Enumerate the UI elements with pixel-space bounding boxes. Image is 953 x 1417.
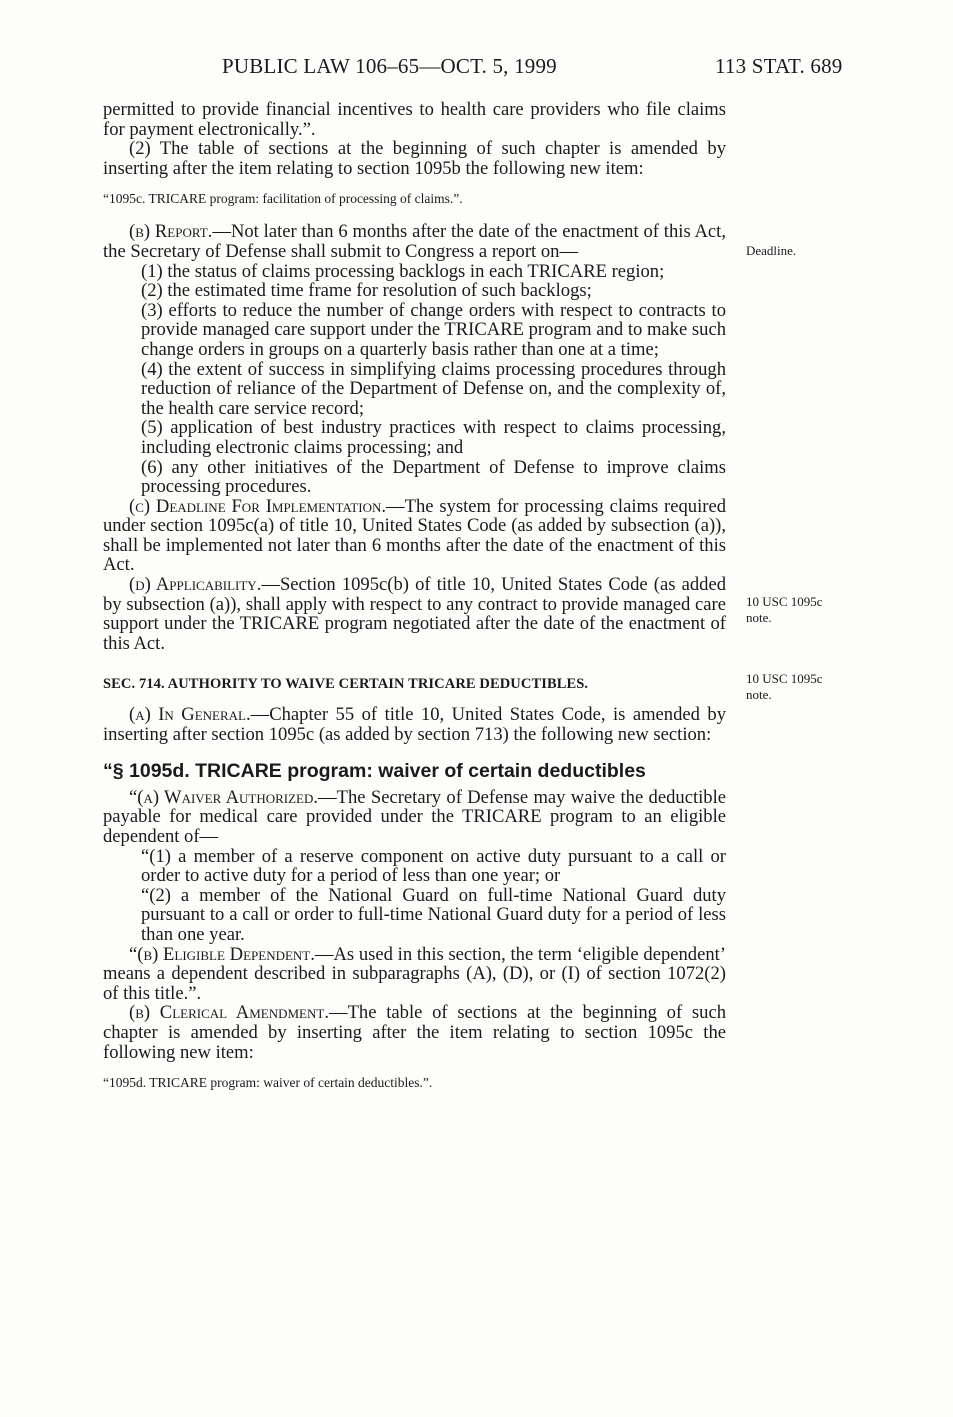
running-head: PUBLIC LAW 106–65—OCT. 5, 1999 [222, 54, 557, 78]
waiver-a1: “(1) a member of a reserve component on active duty pursuant to a call or order to active duty for a period of less than one year; or [141, 845, 726, 887]
paragraph-b1-text: (1) the status of claims processing backlogs in each TRICARE region; [141, 260, 665, 282]
margin-note-c [746, 594, 823, 626]
subsection-b-report [103, 222, 726, 261]
table-item-1095c: “1095c. TRICARE program: facilitation of processing of claims.”. [103, 191, 463, 207]
paragraph-b6: (6) any other initiatives of the Department of Defense to improve claims processing procedures. [141, 456, 726, 498]
subsection-a-text: —Chapter 55 of title 10, United States Code, is amended by inserting after section 1095c (as added by section 713) the following new section: [103, 704, 726, 745]
clerical-amendment-heading: (b) Clerical Amendment. [129, 1002, 329, 1024]
subsection-d-text: —Section 1095c(b) of title 10, United States Code (as added by subsection (a)), shall apply with respect to any contract to provide managed care support under the TRICARE program negotiated after the date of the enactment of this Act. [103, 574, 726, 654]
margin-note-d-line1: 10 USC 1095c [746, 671, 823, 686]
clerical-amendment-text: —The table of sections at the beginning of such chapter is amended by inserting after the item relating to section 1095c the following new item: [103, 1002, 726, 1063]
paragraph-b4: (4) the extent of success in simplifying claims processing procedures through reduction of reliance of the Department of Defense on, and the complexity of, the health care service record; [141, 358, 726, 419]
subsection-c-deadline [103, 497, 726, 575]
subsection-d-applicability [103, 575, 726, 653]
waiver-a2: “(2) a member of the National Guard on full-time National Guard duty pursuant to a call or order to full-time National Guard duty for a period of less than one year. [141, 884, 726, 945]
page-header [0, 54, 953, 84]
subsection-a-heading: (a) In General. [129, 704, 251, 726]
waiver-b [103, 945, 726, 1004]
subsection-c-heading: (c) Deadline For Implementation. [129, 495, 386, 517]
margin-note-deadline: Deadline. [746, 243, 797, 258]
paragraph-b2: (2) the estimated time frame for resolution of such backlogs; [141, 280, 592, 302]
subsection-a-general [103, 705, 726, 744]
margin-note-d [746, 671, 823, 703]
subsection-d-heading: (d) Applicability. [129, 574, 262, 596]
section-714-heading: SEC. 714. AUTHORITY TO WAIVE CERTAIN TRICARE DEDUCTIBLES. [103, 676, 589, 693]
subsection-b-text: —Not later than 6 months after the date of the enactment of this Act, the Secretary of Defense shall submit to Congress a report on— [103, 221, 726, 262]
waiver-b-heading: “(b) Eligible Dependent. [129, 943, 315, 965]
paragraph-2: (2) The table of sections at the beginning of such chapter is amended by inserting after the item relating to section 1095b the following new item: [103, 138, 726, 179]
margin-note-c-line2: note. [746, 610, 772, 625]
waiver-a [103, 788, 726, 847]
paragraph-b5: (5) application of best industry practices with respect to claims processing, including electronic claims processing; and [141, 417, 726, 458]
waiver-a-text: —The Secretary of Defense may waive the deductible payable for medical care provided under the TRICARE program to an eligible dependent of— [103, 786, 726, 847]
waiver-b-text: —As used in this section, the term ‘eligible dependent’ means a dependent described in subparagraphs (A), (D), or (I) of section 1072(2) of this title.”. [103, 943, 726, 1004]
margin-note-d-line2: note. [746, 687, 772, 702]
clerical-amendment [103, 1003, 726, 1062]
paragraph-b3: (3) efforts to reduce the number of change orders with respect to contracts to provide managed care support under the TRICARE program and to make such change orders in groups on a quarterly basis rather than one at a time; [141, 299, 726, 360]
waiver-a-heading: “(a) Waiver Authorized. [129, 786, 319, 808]
subsection-c-text: —The system for processing claims required under section 1095c(a) of title 10, United States Code (as added by subsection (a)), shall be implemented not later than 6 months after the date of the enactment of this Act. [103, 495, 726, 576]
table-item-1095d: “1095d. TRICARE program: waiver of certain deductibles.”. [103, 1075, 433, 1091]
stat-page-number: 113 STAT. 689 [715, 54, 843, 78]
body-column [103, 100, 726, 1106]
subsection-b-heading: (b) Report. [129, 221, 213, 243]
paragraph-b1 [65, 262, 726, 282]
section-1095d-title: “§ 1095d. TRICARE program: waiver of certain deductibles [103, 760, 646, 783]
paragraph-continuation: permitted to provide financial incentives to health care providers who file claims for payment electronically.”. [103, 99, 726, 140]
margin-note-c-line1: 10 USC 1095c [746, 594, 823, 609]
